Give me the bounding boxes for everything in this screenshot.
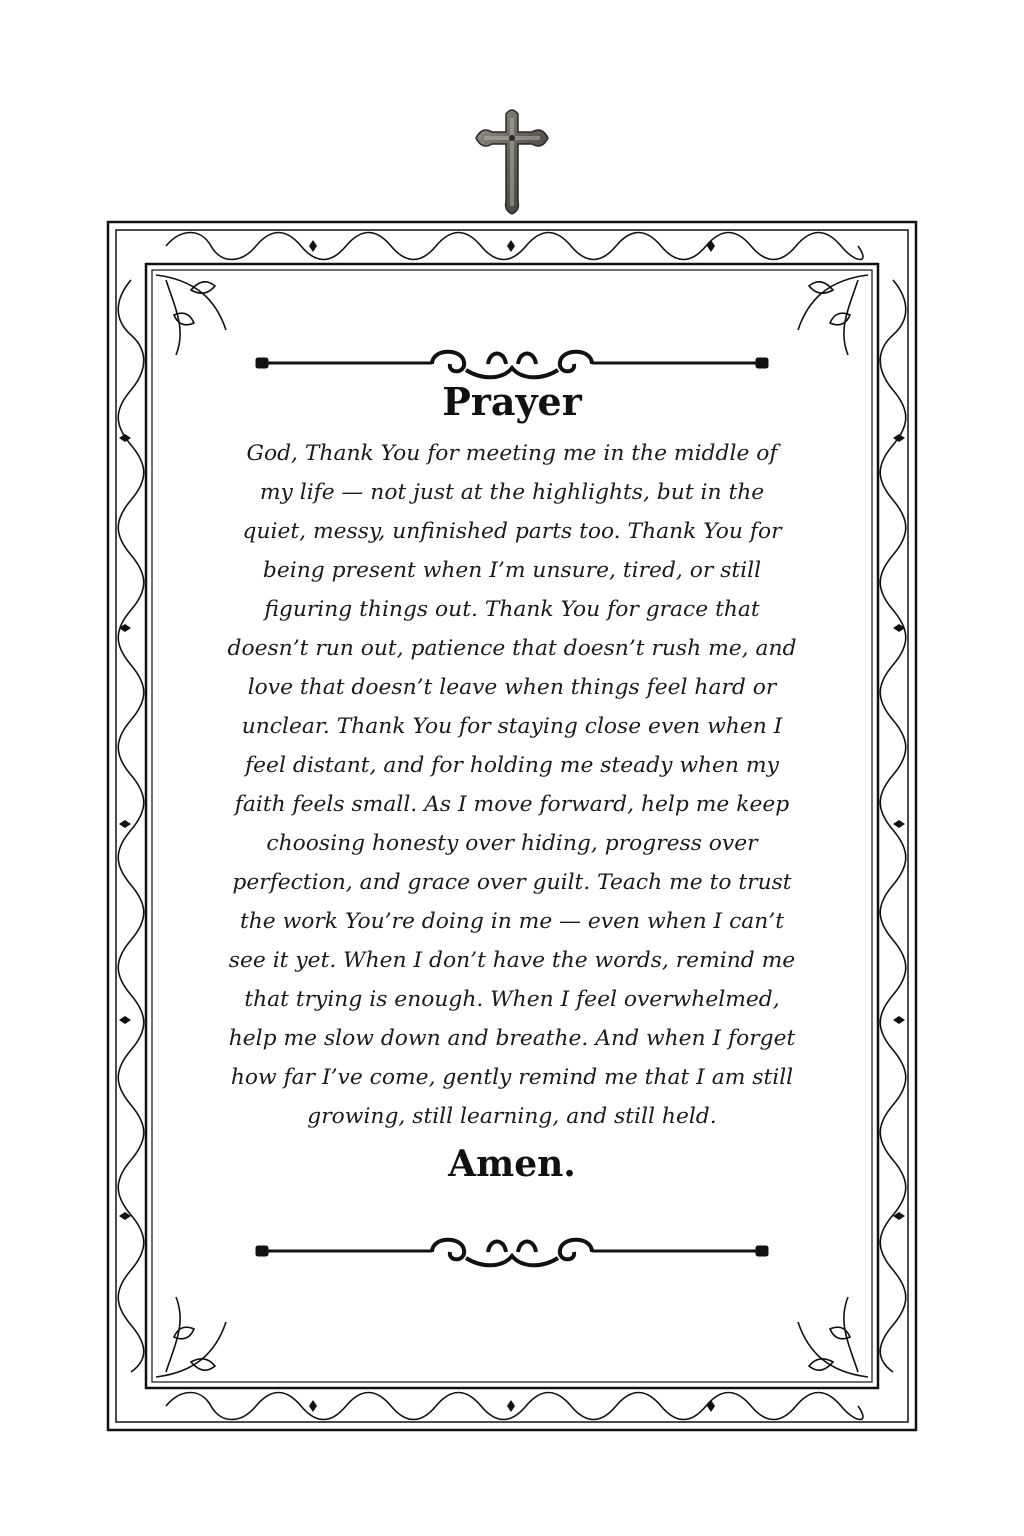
cross-icon: [474, 106, 550, 216]
prayer-line: help me slow down and breathe. And when I forget: [228, 1026, 796, 1051]
prayer-line: figuring things out. Thank You for grace that: [264, 597, 760, 622]
prayer-title: Prayer: [442, 379, 582, 424]
prayer-line: how far I’ve come, gently remind me that I am still: [230, 1065, 794, 1090]
prayer-line: the work You’re doing in me — even when I can’t: [239, 909, 785, 934]
prayer-line: see it yet. When I don’t have the words, remind me: [228, 948, 796, 973]
prayer-line: quiet, messy, unfinished parts too. Thank You for: [242, 519, 782, 544]
prayer-line: faith feels small. As I move forward, help me keep: [234, 792, 790, 817]
prayer-line: being present when I’m unsure, tired, or still: [262, 558, 762, 583]
prayer-body: [200, 434, 824, 1136]
prayer-line: choosing honesty over hiding, progress over: [266, 831, 758, 856]
prayer-line: my life — not just at the highlights, but in the: [259, 480, 765, 505]
prayer-line: unclear. Thank You for staying close even when I: [241, 714, 783, 739]
prayer-line: doesn’t run out, patience that doesn’t rush me, and: [227, 636, 797, 661]
bottom-scroll-divider: [252, 1232, 772, 1272]
prayer-line: feel distant, and for holding me steady when my: [245, 753, 779, 778]
prayer-line: love that doesn’t leave when things feel hard or: [247, 675, 777, 700]
prayer-line: that trying is enough. When I feel overwhelmed,: [244, 987, 780, 1012]
amen-closing: Amen.: [448, 1143, 576, 1185]
prayer-line: growing, still learning, and still held.: [307, 1104, 717, 1129]
prayer-line: perfection, and grace over guilt. Teach me to trust: [232, 870, 792, 895]
prayer-line: God, Thank You for meeting me in the middle of: [246, 441, 778, 466]
